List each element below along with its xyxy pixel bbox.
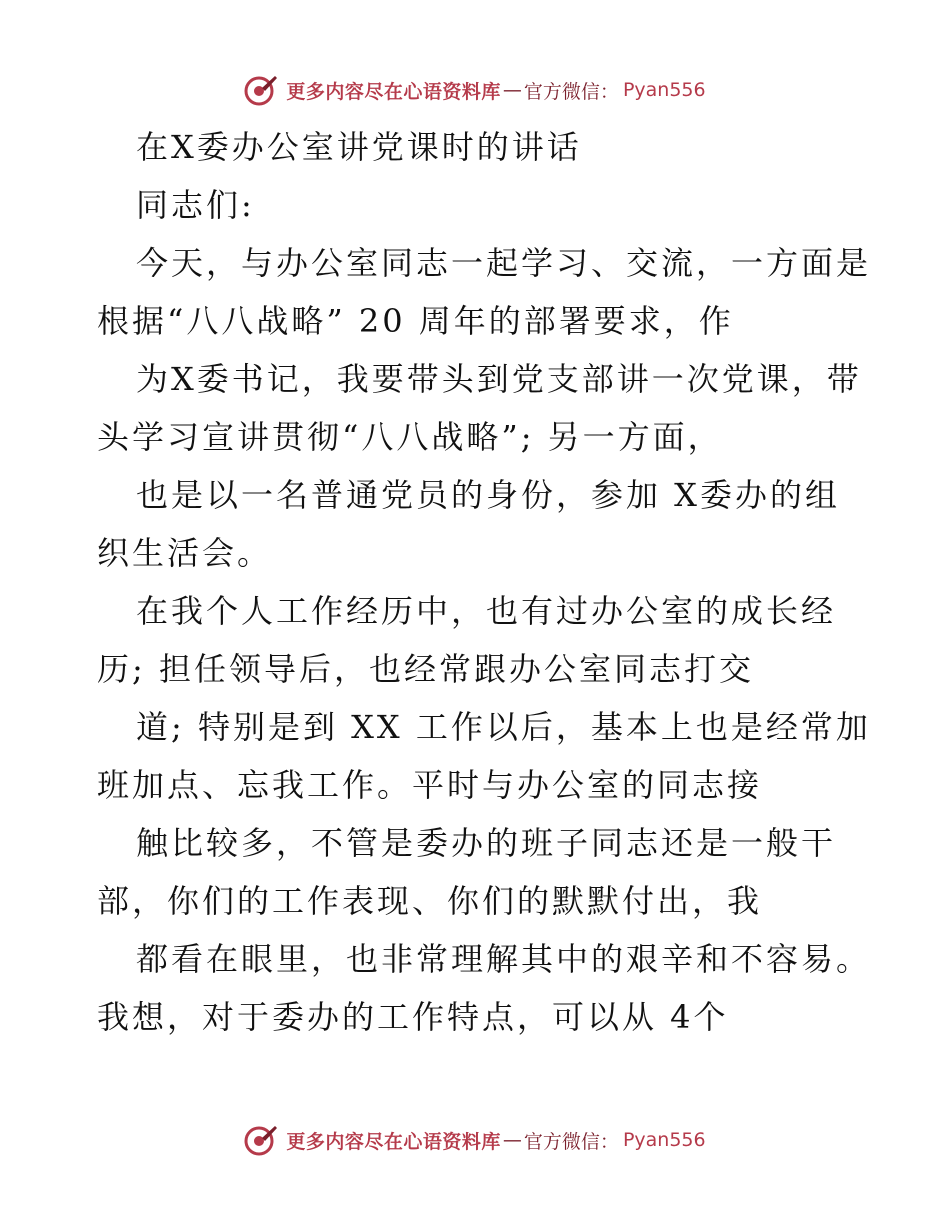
pen-logo-icon [244, 1123, 278, 1157]
text-line: 历; 担任领导后，也经常跟办公室同志打交 [97, 650, 754, 688]
banner-wechat-label: 官方微信： [523, 1130, 619, 1153]
banner-handle: Pyan556 [622, 79, 706, 101]
banner-dash: — [502, 1129, 522, 1151]
pen-logo-icon [244, 73, 278, 107]
text-line: 今天，与办公室同志一起学习、交流，一方面是 [136, 244, 872, 282]
banner-handle: Pyan556 [622, 1129, 706, 1151]
text-line: 为X委书记，我要带头到党支部讲一次党课，带 [136, 360, 862, 398]
text-line: 部，你们的工作表现、你们的默默付出，我 [97, 882, 763, 920]
header-banner [0, 68, 950, 112]
text-line: 根据“八八战略” 20 周年的部署要求，作 [97, 302, 734, 340]
banner-dash: — [502, 79, 522, 101]
text-line: 我想，对于委办的工作特点，可以从 4个 [97, 998, 729, 1036]
salutation: 同志们: [136, 186, 255, 224]
text-line: 班加点、忘我工作。平时与办公室的同志接 [97, 766, 763, 804]
banner-text [286, 1127, 705, 1154]
text-line: 也是以一名普通党员的身份，参加 X委办的组 [136, 476, 840, 514]
document-title: 在X委办公室讲党课时的讲话 [136, 128, 582, 166]
banner-brand: 更多内容尽在心语资料库 [286, 80, 501, 103]
footer-banner [0, 1118, 950, 1162]
banner-text [286, 77, 705, 104]
text-line: 织生活会。 [97, 534, 273, 572]
text-line: 都看在眼里，也非常理解其中的艰辛和不容易。 [136, 940, 872, 978]
text-line: 道; 特别是到 XX 工作以后，基本上也是经常加 [136, 708, 871, 746]
text-line: 触比较多，不管是委办的班子同志还是一般干 [136, 824, 837, 862]
banner-wechat-label: 官方微信： [523, 80, 619, 103]
banner-brand: 更多内容尽在心语资料库 [286, 1130, 501, 1153]
text-line: 在我个人工作经历中，也有过办公室的成长经 [136, 592, 837, 630]
text-line: 头学习宣讲贯彻“八八战略”; 另一方面， [97, 418, 723, 456]
